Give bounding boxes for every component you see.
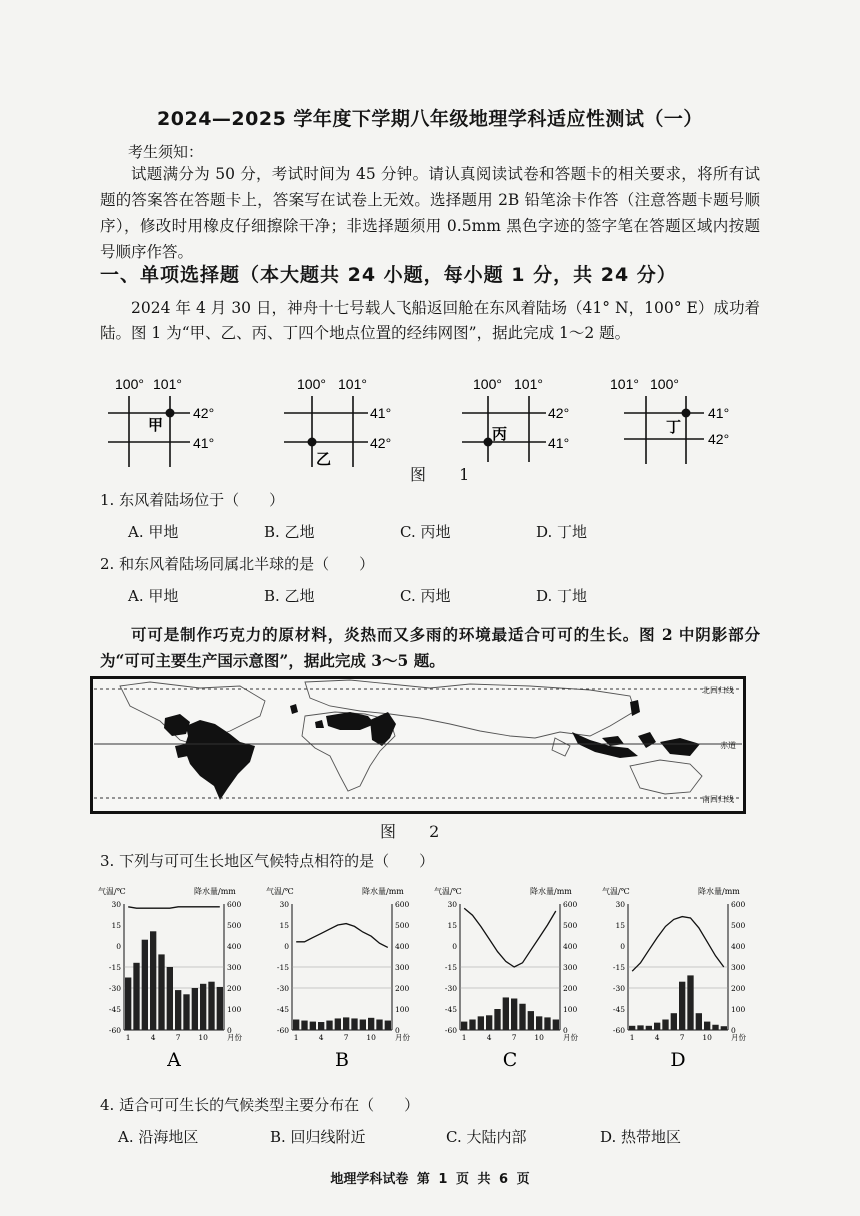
chart-a-precip-tick: 0 <box>227 1026 232 1035</box>
label-equator: 赤道 <box>720 741 736 750</box>
passage-1: 2024 年 4 月 30 日，神舟十七号载人飞船返回舱在东风着陆场（41° N，100° E）成功着陆。图 1 为“甲、乙、丙、丁四个地点位置的经纬网图”，据此完成 1～2 题。 <box>100 299 760 342</box>
chart-a-precip-bar <box>150 931 156 1030</box>
chart-d-month-tick: 10 <box>702 1033 712 1042</box>
grid-yi-lat-bottom: 42° <box>370 435 392 451</box>
chart-c-precip-bar <box>519 1004 525 1030</box>
label-tropic-of-capricorn: 南回归线 <box>702 795 734 804</box>
chart-a-month-tick: 10 <box>198 1033 208 1042</box>
chart-a-precip-bar <box>217 987 223 1030</box>
chart-b-precip-label: 降水量/mm <box>362 887 404 896</box>
chart-c-temp-tick: -45 <box>444 1005 457 1014</box>
chart-c-precip-bar <box>494 1009 500 1030</box>
grid-ding-lon-left: 101° <box>610 376 639 392</box>
grid-ding-lat-bottom: 42° <box>708 431 730 447</box>
passage-2: 可可是制作巧克力的原材料，炎热而又多雨的环境最适合可可的生长。图 2 中阴影部分为“可可主要生产国示意图”，据此完成 3～5 题。 <box>100 625 760 670</box>
chart-c-precip-bar <box>544 1017 550 1030</box>
grid-yi-lon-right: 101° <box>338 376 367 392</box>
chart-d-precip-tick: 500 <box>731 921 746 930</box>
grid-bing-lat-top: 42° <box>548 405 570 421</box>
grid-ding-lon-right: 100° <box>650 376 679 392</box>
chart-a-precip-bar <box>125 978 131 1031</box>
chart-c-precip-bar <box>511 999 517 1031</box>
chart-d-temp-tick: 0 <box>620 942 625 951</box>
chart-a-temp-label: 气温/℃ <box>98 887 126 896</box>
chart-b-precip-bar <box>301 1021 307 1030</box>
grid-jia-lon-right: 101° <box>153 376 182 392</box>
chart-d-precip-bar <box>629 1026 635 1030</box>
figure-2-map <box>90 676 746 814</box>
grid-bing-lon-left: 100° <box>473 376 502 392</box>
chart-b-precip-tick: 100 <box>395 1005 410 1014</box>
question-1-options <box>128 521 688 542</box>
chart-b-temp-tick: 30 <box>279 900 289 909</box>
chart-b-precip-bar <box>360 1020 366 1031</box>
grid-jia <box>108 376 214 467</box>
chart-c-temp-tick: -30 <box>444 984 457 993</box>
grid-jia-lat-top: 42° <box>193 405 215 421</box>
chart-a-precip-bar <box>142 940 148 1030</box>
chart-d-precip-bar <box>721 1026 727 1030</box>
chart-a-precip-tick: 200 <box>227 984 242 993</box>
chart-d-precip-bar <box>646 1026 652 1030</box>
chart-b-precip-tick: 500 <box>395 921 410 930</box>
chart-c-precip-bar <box>461 1022 467 1030</box>
chart-b-precip-bar <box>326 1021 332 1030</box>
chart-b-precip-bar <box>310 1022 316 1030</box>
chart-d-temp-label: 气温/℃ <box>602 887 630 896</box>
q4-option-a[interactable]: A. 沿海地区 <box>118 1128 199 1146</box>
chart-d-precip-tick: 600 <box>731 900 746 909</box>
chart-b-precip-bar <box>351 1018 357 1030</box>
chart-a-precip-label: 降水量/mm <box>194 887 236 896</box>
grid-yi <box>284 376 391 468</box>
chart-b-temp-tick: -60 <box>276 1026 289 1035</box>
chart-d-precip-label: 降水量/mm <box>698 887 740 896</box>
grid-ding <box>610 376 729 464</box>
q1-option-a[interactable]: A. 甲地 <box>128 523 179 541</box>
chart-c-precip-bar <box>503 997 509 1030</box>
chart-c-temp-tick: 0 <box>452 942 457 951</box>
chart-d-temp-tick: -30 <box>612 984 625 993</box>
chart-a-precip-bar <box>192 988 198 1030</box>
chart-c-month-tick: 10 <box>534 1033 544 1042</box>
q2-option-a[interactable]: A. 甲地 <box>128 587 179 605</box>
chart-a-precip-bar <box>133 963 139 1030</box>
climate-charts <box>96 882 756 1072</box>
grid-bing <box>462 376 569 462</box>
chart-a-precip-bar <box>183 994 189 1030</box>
chart-a-label: A <box>167 1049 181 1071</box>
chart-a-precip-tick: 500 <box>227 921 242 930</box>
chart-b-month-label: 月份 <box>395 1033 410 1042</box>
chart-a-temp-line <box>128 907 220 908</box>
chart-d-precip-bar <box>671 1013 677 1030</box>
chart-a-temp-tick: 0 <box>116 942 121 951</box>
q1-option-d[interactable]: D. 丁地 <box>536 523 588 541</box>
q1-option-c[interactable]: C. 丙地 <box>400 523 451 541</box>
chart-a-month-label: 月份 <box>227 1033 242 1042</box>
chart-a-precip-tick: 600 <box>227 900 242 909</box>
chart-b-precip-bar <box>343 1017 349 1030</box>
chart-d-month-label: 月份 <box>731 1033 746 1042</box>
chart-b-precip-tick: 200 <box>395 984 410 993</box>
q2-option-c[interactable]: C. 丙地 <box>400 587 451 605</box>
chart-d-label: D <box>670 1049 686 1071</box>
chart-d-precip-bar <box>704 1022 710 1030</box>
chart-c-precip-tick: 100 <box>563 1005 578 1014</box>
chart-c-precip-tick: 500 <box>563 921 578 930</box>
chart-a-precip-bar <box>200 984 206 1030</box>
question-3: 3. 下列与可可生长地区气候特点相符的是（ ） <box>100 852 435 870</box>
notice-heading: 考生须知： <box>128 143 204 161</box>
chart-c-temp-tick: 30 <box>447 900 457 909</box>
figure-1-caption: 图 1 <box>410 465 484 484</box>
chart-c-precip-tick: 200 <box>563 984 578 993</box>
chart-d-precip-tick: 400 <box>731 942 746 951</box>
chart-b-temp-tick: -30 <box>276 984 289 993</box>
chart-b-precip-bar <box>368 1018 374 1030</box>
chart-c-precip-label: 降水量/mm <box>530 887 572 896</box>
q4-option-d[interactable]: D. 热带地区 <box>600 1128 682 1146</box>
chart-d-precip-tick: 300 <box>731 963 746 972</box>
chart-b-temp-label: 气温/℃ <box>266 887 294 896</box>
chart-c-temp-label: 气温/℃ <box>434 887 462 896</box>
chart-d-temp-tick: 15 <box>615 921 625 930</box>
chart-b-label: B <box>335 1049 349 1071</box>
exam-title: 2024—2025 学年度下学期八年级地理学科适应性测试（一） <box>157 108 703 130</box>
chart-c-month-label: 月份 <box>563 1033 578 1042</box>
chart-b-temp-tick: 0 <box>284 942 289 951</box>
chart-b-precip-bar <box>376 1020 382 1031</box>
chart-a-month-tick: 4 <box>150 1033 156 1042</box>
grid-yi-lon-left: 100° <box>297 376 326 392</box>
chart-b-precip-tick: 300 <box>395 963 410 972</box>
chart-a-precip-bar <box>158 954 164 1030</box>
chart-d-temp-tick: -45 <box>612 1005 625 1014</box>
notice-text: 试题满分为 50 分，考试时间为 45 分钟。请认真阅读试卷和答题卡的相关要求，将所有试题的答案答在答题卡上，答案写在试卷上无效。选择题用 2B 铅笔涂卡作答（注意答题卡题号顺序），修改时用橡皮仔细擦除干净；非选择题须用 0.5mm 黑色字迹的签字笔在答题区域内按题号顺序作答。 <box>100 165 760 261</box>
chart-a-temp-tick: -45 <box>108 1005 121 1014</box>
q2-option-b[interactable]: B. 乙地 <box>264 587 315 605</box>
chart-a-precip-tick: 300 <box>227 963 242 972</box>
chart-d-precip-bar <box>654 1023 660 1030</box>
chart-b-temp-tick: -15 <box>276 963 289 972</box>
chart-a-precip-bar <box>175 990 181 1030</box>
chart-b-precip-tick: 400 <box>395 942 410 951</box>
chart-b-precip-tick: 600 <box>395 900 410 909</box>
chart-b-precip-bar <box>318 1022 324 1030</box>
grid-jia-label: 甲 <box>148 417 164 434</box>
chart-a-temp-tick: -60 <box>108 1026 121 1035</box>
chart-d-precip-bar <box>696 1013 702 1030</box>
chart-c-precip-tick: 300 <box>563 963 578 972</box>
chart-c-precip-bar <box>536 1016 542 1030</box>
grid-ding-lat-top: 41° <box>708 405 730 421</box>
chart-b-month-tick: 10 <box>366 1033 376 1042</box>
grid-bing-lon-right: 101° <box>514 376 543 392</box>
chart-c-precip-tick: 600 <box>563 900 578 909</box>
q4-option-b[interactable]: B. 回归线附近 <box>270 1128 366 1146</box>
cocoa-map-svg <box>90 676 746 814</box>
q4-option-c[interactable]: C. 大陆内部 <box>446 1128 527 1146</box>
chart-c-precip-bar <box>486 1015 492 1030</box>
section-heading: 一、单项选择题（本大题共 24 小题，每小题 1 分，共 24 分） <box>100 264 677 286</box>
chart-b-temp-line <box>296 924 388 948</box>
chart-b-precip-bar <box>335 1018 341 1030</box>
question-2: 2. 和东风着陆场同属北半球的是（ ） <box>100 555 375 573</box>
chart-c-month-tick: 1 <box>461 1033 467 1042</box>
chart-a-precip-tick: 400 <box>227 942 242 951</box>
chart-a-temp-tick: 15 <box>111 921 121 930</box>
chart-c-month-tick: 4 <box>486 1033 492 1042</box>
chart-d-precip-bar <box>637 1025 643 1030</box>
chart-d-month-tick: 7 <box>679 1033 685 1042</box>
chart-a-precip-bar <box>167 967 173 1030</box>
chart-b-precip-bar <box>385 1021 391 1030</box>
figure-2-caption: 图 2 <box>380 822 454 841</box>
chart-b-precip-tick: 0 <box>395 1026 400 1035</box>
chart-b-month-tick: 7 <box>343 1033 349 1042</box>
chart-a-month-tick: 1 <box>125 1033 131 1042</box>
chart-a-precip-tick: 100 <box>227 1005 242 1014</box>
chart-a-temp-tick: -15 <box>108 963 121 972</box>
chart-a-temp-tick: -30 <box>108 984 121 993</box>
chart-d-precip-tick: 0 <box>731 1026 736 1035</box>
q1-option-b[interactable]: B. 乙地 <box>264 523 315 541</box>
chart-b-precip-bar <box>293 1020 299 1031</box>
climate-charts-svg <box>96 882 756 1072</box>
grid-jia-lat-bottom: 41° <box>193 435 215 451</box>
chart-c-temp-tick: -15 <box>444 963 457 972</box>
chart-b-temp-tick: 15 <box>279 921 289 930</box>
chart-d-precip-bar <box>712 1025 718 1030</box>
q2-option-d[interactable]: D. 丁地 <box>536 587 588 605</box>
chart-d-precip-bar <box>687 975 693 1030</box>
question-2-options <box>128 585 688 606</box>
chart-c-precip-tick: 400 <box>563 942 578 951</box>
chart-d-precip-tick: 100 <box>731 1005 746 1014</box>
chart-c-temp-tick: -60 <box>444 1026 457 1035</box>
label-tropic-of-cancer: 北回归线 <box>702 686 734 695</box>
chart-c-temp-line <box>464 908 556 967</box>
question-4-options <box>118 1126 738 1147</box>
chart-d-temp-tick: -15 <box>612 963 625 972</box>
grid-yi-lat-top: 41° <box>370 405 392 421</box>
grid-yi-point <box>308 438 317 447</box>
chart-b-temp-tick: -45 <box>276 1005 289 1014</box>
page-footer: 地理学科试卷 第 1 页 共 6 页 <box>330 1172 530 1187</box>
chart-c-precip-bar <box>553 1020 559 1031</box>
chart-c-temp-tick: 15 <box>447 921 457 930</box>
grid-jia-point <box>166 409 175 418</box>
question-1: 1. 东风着陆场位于（ ） <box>100 491 285 509</box>
chart-d-temp-line <box>632 917 724 972</box>
chart-d-temp-tick: 30 <box>615 900 625 909</box>
chart-d-month-tick: 1 <box>629 1033 635 1042</box>
grid-jia-lon-left: 100° <box>115 376 144 392</box>
chart-c-precip-bar <box>528 1011 534 1030</box>
chart-a-temp-tick: 30 <box>111 900 121 909</box>
grid-bing-lat-bottom: 41° <box>548 435 570 451</box>
chart-d-month-tick: 4 <box>654 1033 660 1042</box>
chart-b-month-tick: 4 <box>318 1033 324 1042</box>
chart-c-month-tick: 7 <box>511 1033 517 1042</box>
grid-ding-point <box>682 409 691 418</box>
chart-d-precip-bar <box>679 982 685 1030</box>
chart-c-precip-bar <box>478 1016 484 1030</box>
chart-b-month-tick: 1 <box>293 1033 299 1042</box>
chart-d-temp-tick: -60 <box>612 1026 625 1035</box>
chart-c-precip-bar <box>469 1020 475 1031</box>
chart-d-precip-tick: 200 <box>731 984 746 993</box>
chart-a-precip-bar <box>208 982 214 1030</box>
grid-yi-label: 乙 <box>316 451 332 468</box>
chart-d-precip-bar <box>662 1020 668 1031</box>
question-4: 4. 适合可可生长的气候类型主要分布在（ ） <box>100 1096 420 1114</box>
chart-c-precip-tick: 0 <box>563 1026 568 1035</box>
grid-bing-label: 丙 <box>492 426 508 443</box>
grid-ding-label: 丁 <box>666 419 682 436</box>
chart-a-month-tick: 7 <box>175 1033 181 1042</box>
chart-c-label: C <box>502 1049 518 1071</box>
